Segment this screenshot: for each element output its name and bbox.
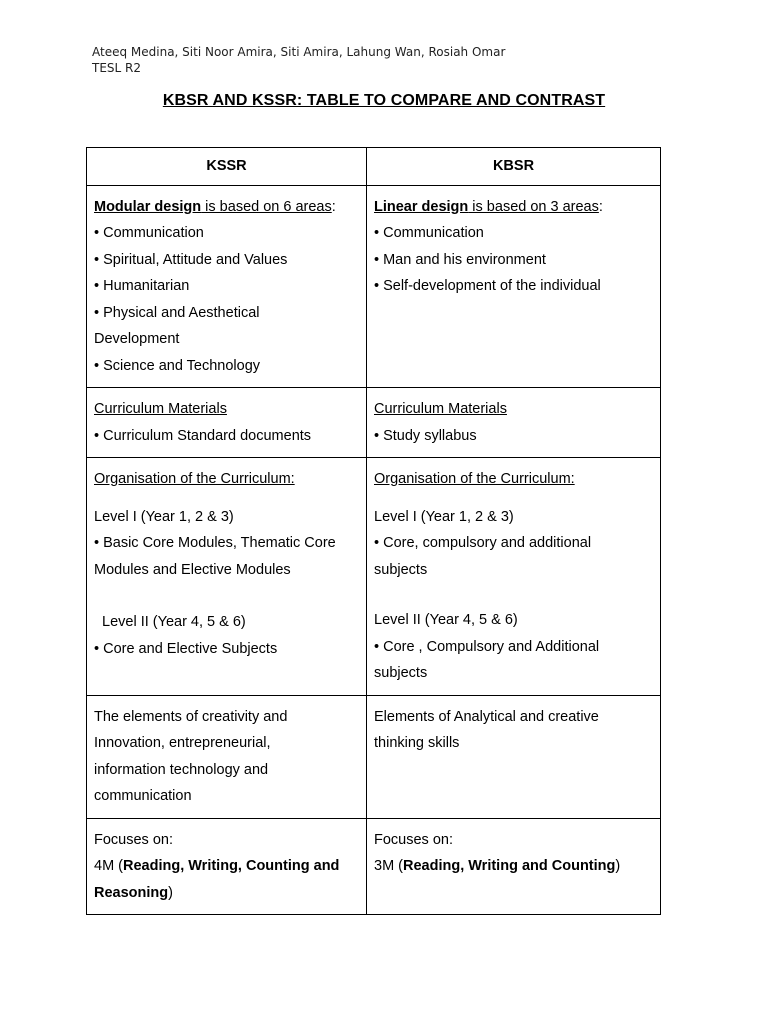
level-heading: Level II (Year 4, 5 & 6) [374,612,518,628]
design-label: Linear design [374,198,469,215]
list-item: • Physical and Aesthetical [94,304,260,321]
level-heading: Level I (Year 1, 2 & 3) [94,508,234,525]
table-row [87,185,661,388]
list-item: • Man and his environment [374,251,546,268]
list-item: • Core and Elective Subjects [94,640,278,657]
materials-heading: Curriculum Materials [374,401,507,417]
organisation-heading: Organisation of the Curriculum: [94,471,295,487]
list-item: • Basic Core Modules, Thematic Core [94,535,336,551]
kbsr-design-cell: Linear design is based on 3 areas: • Communication • Man and his environment • Self-development of the individual [367,185,661,388]
class-line: TESL R2 [92,61,142,75]
table-header-row [87,148,661,186]
level-heading: Level I (Year 1, 2 & 3) [374,508,514,525]
list-item: subjects [374,665,428,681]
kssr-materials-cell [87,388,367,458]
authors-line: Ateeq Medina, Siti Noor Amira, Siti Amira, Lahung Wan, Rosiah Omar [92,45,506,59]
list-item: subjects [374,561,428,578]
focus-label: Focuses on: [374,831,453,848]
table-row [87,458,661,696]
list-item: • Spiritual, Attitude and Values [94,251,288,268]
table-row [87,695,661,818]
document-title: KBSR AND KSSR: TABLE TO COMPARE AND CONTRAST [162,92,606,109]
comparison-table [86,147,661,915]
list-item: • Humanitarian [94,278,190,294]
list-item: • Communication [374,225,484,241]
organisation-heading: Organisation of the Curriculum: [374,471,575,487]
header-kssr: KSSR [87,148,367,186]
table-row [87,388,661,458]
list-item: • Core , Compulsory and Additional [374,638,600,655]
list-item: Development [94,331,180,347]
kssr-elements-cell: The elements of creativity and Innovation, entrepreneurial, information technology and communication [87,695,367,818]
kbsr-elements-cell: Elements of Analytical and creative thinking skills [367,695,661,818]
focus-label: Focuses on: [94,831,173,848]
kbsr-focus-cell: Focuses on: 3M (Reading, Writing and Counting) [367,818,661,915]
list-item: • Science and Technology [94,357,261,374]
header-kbsr: KBSR [367,148,661,186]
table-row [87,818,661,915]
level-heading: Level II (Year 4, 5 & 6) [102,614,246,630]
list-item: • Core, compulsory and additional [374,535,592,551]
document-header [92,44,505,76]
kbsr-materials-cell [367,388,661,458]
kssr-organisation-cell [87,458,367,696]
kssr-focus-cell: Focuses on: 4M (Reading, Writing, Counting and Reasoning) [87,818,367,915]
list-item: Modules and Elective Modules [94,561,291,578]
materials-heading: Curriculum Materials [94,401,227,417]
list-item: • Communication [94,225,204,241]
list-item: • Study syllabus [374,427,477,444]
list-item: • Curriculum Standard documents [94,427,312,444]
design-label: Modular design [94,198,202,215]
kbsr-organisation-cell [367,458,661,696]
list-item: • Self-development of the individual [374,278,601,294]
kssr-design-cell: Modular design is based on 6 areas: • Communication • Spiritual, Attitude and Values • Humanitarian • Physical and Aesthetical Development • Science and Technology [87,185,367,388]
